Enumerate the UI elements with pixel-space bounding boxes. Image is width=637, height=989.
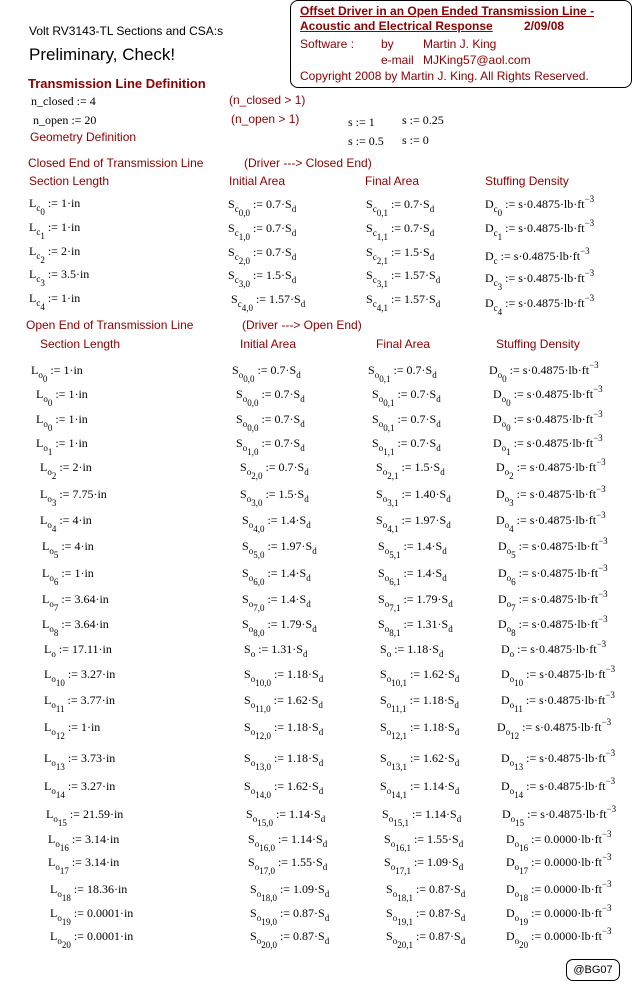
open-row-final: $S_{o_{20,1}}$ := $0.87\cdot S_d$ bbox=[386, 929, 466, 950]
open-row-length: $L_{o_3}$ := 7.75·in bbox=[40, 487, 107, 508]
open-row-stuffing: $D_{o_{18}}$ := $0.0000\cdot lb\cdot ft^{-3}$ bbox=[506, 879, 612, 903]
open-row-length: $L_o$ := 17.11·in bbox=[44, 642, 112, 659]
open-row-initial: $S_{o_{12,0}}$ := $1.18\cdot S_d$ bbox=[244, 720, 324, 741]
tl-definition-heading: Transmission Line Definition bbox=[28, 76, 206, 91]
closed-row-4-final: $S_{c_{4,1}}$ := $1.57\cdot S_d$ bbox=[366, 292, 441, 313]
open-row-length: $L_{o_5}$ := 4·in bbox=[42, 539, 94, 560]
open-row-final: $S_{o_{0,1}}$ := $0.7\cdot S_d$ bbox=[372, 387, 441, 408]
open-row-initial: $S_o$ := $1.31\cdot S_d$ bbox=[244, 642, 308, 659]
open-row-stuffing: $D_{o_6}$ := $s\cdot 0.4875\cdot lb\cdot ft^{-3}$ bbox=[498, 563, 608, 587]
open-row-length: $L_{o_{12}}$ := 1·in bbox=[44, 720, 101, 741]
open-row-final: $S_{o_{5,1}}$ := $1.4\cdot S_d$ bbox=[378, 539, 447, 560]
open-row-length: $L_{o_{10}}$ := 3.27·in bbox=[44, 667, 116, 688]
closed-row-0-length: $L_{c_0}$ := 1·in bbox=[29, 196, 81, 217]
open-row-initial: $S_{o_{1,0}}$ := $0.7\cdot S_d$ bbox=[236, 436, 305, 457]
open-row-initial: $S_{o_{6,0}}$ := $1.4\cdot S_d$ bbox=[242, 566, 311, 587]
closed-row-4-initial: $S_{c_{4,0}}$ := $1.57\cdot S_d$ bbox=[231, 292, 306, 313]
open-row-final: $S_{o_{19,1}}$ := $0.87\cdot S_d$ bbox=[386, 906, 466, 927]
header-title-line2: Acoustic and Electrical Response bbox=[300, 19, 493, 33]
open-row-length: $L_{o_{13}}$ := 3.73·in bbox=[44, 751, 116, 772]
closed-row-2-final: $S_{c_{2,1}}$ := $1.5\cdot S_d$ bbox=[366, 245, 435, 266]
software-label: Software : bbox=[300, 37, 355, 51]
header-date: 2/09/08 bbox=[524, 19, 565, 33]
s-def-3: s := 0.5 bbox=[348, 134, 384, 148]
open-row-final: $S_o$ := $1.18\cdot S_d$ bbox=[380, 642, 444, 659]
open-end-title: Open End of Transmission Line bbox=[26, 318, 194, 332]
open-row-initial: $S_{o_{7,0}}$ := $1.4\cdot S_d$ bbox=[242, 592, 311, 613]
closed-row-2-stuffing: $D_c$ := $s\cdot 0.4875\cdot lb\cdot ft^{-3}$ bbox=[485, 246, 590, 266]
open-row-length: $L_{o_0}$ := 1·in bbox=[36, 387, 88, 408]
open-row-stuffing: $D_{o_0}$ := $s\cdot 0.4875\cdot lb\cdot ft^{-3}$ bbox=[493, 409, 603, 433]
open-row-final: $S_{o_{3,1}}$ := $1.40\cdot S_d$ bbox=[376, 487, 451, 508]
open-row-initial: $S_{o_{0,0}}$ := $0.7\cdot S_d$ bbox=[232, 363, 301, 384]
open-row-initial: $S_{o_{2,0}}$ := $0.7\cdot S_d$ bbox=[240, 460, 309, 481]
open-row-initial: $S_{o_{17,0}}$ := $1.55\cdot S_d$ bbox=[248, 855, 328, 876]
closed-row-4-length: $L_{c_4}$ := 1·in bbox=[29, 291, 81, 312]
open-row-stuffing: $D_{o_{16}}$ := $0.0000\cdot lb\cdot ft^{-3}$ bbox=[506, 829, 612, 853]
open-row-final: $S_{o_{6,1}}$ := $1.4\cdot S_d$ bbox=[378, 566, 447, 587]
open-row-initial: $S_{o_{18,0}}$ := $1.09\cdot S_d$ bbox=[250, 882, 330, 903]
open-row-final: $S_{o_{16,1}}$ := $1.55\cdot S_d$ bbox=[384, 832, 464, 853]
closed-row-0-final: $S_{c_{0,1}}$ := $0.7\cdot S_d$ bbox=[366, 197, 435, 218]
closed-header-length: Section Length bbox=[29, 174, 110, 188]
open-row-length: $L_{o_{14}}$ := 3.27·in bbox=[44, 779, 116, 800]
open-row-final: $S_{o_{10,1}}$ := $1.62\cdot S_d$ bbox=[380, 667, 460, 688]
header-title-line1: Offset Driver in an Open Ended Transmission Line - bbox=[300, 4, 595, 18]
open-row-final: $S_{o_{15,1}}$ := $1.14\cdot S_d$ bbox=[382, 807, 462, 828]
open-row-final: $S_{o_{13,1}}$ := $1.62\cdot S_d$ bbox=[380, 751, 460, 772]
open-row-initial: $S_{o_{0,0}}$ := $0.7\cdot S_d$ bbox=[236, 387, 305, 408]
open-row-initial: $S_{o_{10,0}}$ := $1.18\cdot S_d$ bbox=[244, 667, 324, 688]
open-row-stuffing: $D_{o_7}$ := $s\cdot 0.4875\cdot lb\cdot ft^{-3}$ bbox=[498, 589, 608, 613]
closed-row-0-initial: $S_{c_{0,0}}$ := $0.7\cdot S_d$ bbox=[228, 197, 297, 218]
open-row-initial: $S_{o_{15,0}}$ := $1.14\cdot S_d$ bbox=[246, 807, 326, 828]
open-row-length: $L_{o_4}$ := 4·in bbox=[40, 513, 92, 534]
open-row-length: $L_{o_{17}}$ := 3.14·in bbox=[48, 855, 120, 876]
closed-header-final: Final Area bbox=[365, 174, 420, 188]
open-row-length: $L_{o_0}$ := 1·in bbox=[31, 363, 83, 384]
open-row-final: $S_{o_{1,1}}$ := $0.7\cdot S_d$ bbox=[372, 436, 441, 457]
open-row-length: $L_{o_7}$ := 3.64·in bbox=[42, 592, 109, 613]
open-row-final: $S_{o_{14,1}}$ := $1.14\cdot S_d$ bbox=[380, 779, 460, 800]
open-row-initial: $S_{o_{20,0}}$ := $0.87\cdot S_d$ bbox=[250, 929, 330, 950]
open-row-final: $S_{o_{0,1}}$ := $0.7\cdot S_d$ bbox=[368, 363, 437, 384]
closed-row-3-stuffing: $D_{c_3}$ := $s\cdot 0.4875\cdot lb\cdot ft^{-3}$ bbox=[485, 268, 595, 292]
header-box bbox=[290, 0, 632, 88]
open-row-stuffing: $D_{o_5}$ := $s\cdot 0.4875\cdot lb\cdot ft^{-3}$ bbox=[498, 536, 608, 560]
closed-header-initial: Initial Area bbox=[229, 174, 286, 188]
open-row-stuffing: $D_{o_0}$ := $s\cdot 0.4875\cdot lb\cdot ft^{-3}$ bbox=[493, 384, 603, 408]
open-header-stuffing: Stuffing Density bbox=[496, 337, 580, 351]
closed-row-3-initial: $S_{c_{3,0}}$ := $1.5\cdot S_d$ bbox=[228, 268, 297, 289]
open-row-length: $L_{o_0}$ := 1·in bbox=[36, 412, 88, 433]
open-row-stuffing: $D_{o_3}$ := $s\cdot 0.4875\cdot lb\cdot ft^{-3}$ bbox=[496, 484, 606, 508]
by-label: by bbox=[381, 37, 394, 51]
author-stamp: @BG07 bbox=[566, 959, 620, 981]
closed-row-3-length: $L_{c_3}$ := 3.5·in bbox=[29, 267, 90, 288]
closed-end-direction: (Driver ---> Closed End) bbox=[244, 156, 372, 170]
open-row-initial: $S_{o_{8,0}}$ := $1.79\cdot S_d$ bbox=[242, 617, 317, 638]
open-header-initial: Initial Area bbox=[240, 337, 297, 351]
open-row-final: $S_{o_{7,1}}$ := $1.79\cdot S_d$ bbox=[378, 592, 453, 613]
closed-row-1-length: $L_{c_1}$ := 1·in bbox=[29, 220, 81, 241]
geometry-heading: Geometry Definition bbox=[30, 130, 137, 144]
open-row-stuffing: $D_{o_2}$ := $s\cdot 0.4875\cdot lb\cdot ft^{-3}$ bbox=[496, 457, 606, 481]
closed-row-4-stuffing: $D_{c_4}$ := $s\cdot 0.4875\cdot lb\cdot ft^{-3}$ bbox=[485, 293, 595, 317]
open-row-initial: $S_{o_{19,0}}$ := $0.87\cdot S_d$ bbox=[250, 906, 330, 927]
open-row-length: $L_{o_{20}}$ := 0.0001·in bbox=[50, 929, 134, 950]
subtitle: Preliminary, Check! bbox=[29, 45, 176, 64]
open-row-length: $L_{o_{11}}$ := 3.77·in bbox=[44, 693, 115, 714]
open-row-final: $S_{o_{2,1}}$ := $1.5\cdot S_d$ bbox=[376, 460, 445, 481]
open-row-stuffing: $D_{o_{10}}$ := $s\cdot 0.4875\cdot lb\cdot ft^{-3}$ bbox=[501, 664, 616, 688]
s-def-4: s := 0 bbox=[402, 133, 429, 147]
s-def-2: s := 0.25 bbox=[402, 113, 444, 127]
closed-row-2-length: $L_{c_2}$ := 2·in bbox=[29, 244, 81, 265]
open-row-final: $S_{o_{11,1}}$ := $1.18\cdot S_d$ bbox=[380, 693, 459, 714]
n-open-def: n_open := 20 bbox=[33, 113, 97, 127]
open-row-stuffing: $D_{o_{17}}$ := $0.0000\cdot lb\cdot ft^{-3}$ bbox=[506, 852, 612, 876]
open-row-stuffing: $D_{o_{14}}$ := $s\cdot 0.4875\cdot lb\cdot ft^{-3}$ bbox=[501, 776, 616, 800]
open-row-length: $L_{o_{15}}$ := 21.59·in bbox=[46, 807, 124, 828]
open-row-stuffing: $D_{o_{15}}$ := $s\cdot 0.4875\cdot lb\cdot ft^{-3}$ bbox=[502, 804, 617, 828]
open-row-length: $L_{o_{18}}$ := 18.36·in bbox=[50, 882, 128, 903]
open-row-initial: $S_{o_{11,0}}$ := $1.62\cdot S_d$ bbox=[244, 693, 323, 714]
open-row-final: $S_{o_{0,1}}$ := $0.7\cdot S_d$ bbox=[372, 412, 441, 433]
closed-header-stuffing: Stuffing Density bbox=[485, 174, 569, 188]
open-end-direction: (Driver ---> Open End) bbox=[242, 318, 362, 332]
open-row-length: $L_{o_2}$ := 2·in bbox=[40, 460, 92, 481]
open-row-length: $L_{o_6}$ := 1·in bbox=[42, 566, 94, 587]
closed-end-title: Closed End of Transmission Line bbox=[28, 156, 204, 170]
open-row-stuffing: $D_{o_4}$ := $s\cdot 0.4875\cdot lb\cdot ft^{-3}$ bbox=[496, 510, 606, 534]
open-row-length: $L_{o_8}$ := 3.64·in bbox=[42, 617, 109, 638]
open-row-initial: $S_{o_{0,0}}$ := $0.7\cdot S_d$ bbox=[236, 412, 305, 433]
open-header-final: Final Area bbox=[376, 337, 431, 351]
open-row-stuffing: $D_{o_8}$ := $s\cdot 0.4875\cdot lb\cdot ft^{-3}$ bbox=[498, 614, 608, 638]
email-label: e-mail bbox=[381, 53, 414, 67]
open-row-initial: $S_{o_{4,0}}$ := $1.4\cdot S_d$ bbox=[242, 513, 311, 534]
open-row-final: $S_{o_{4,1}}$ := $1.97\cdot S_d$ bbox=[376, 513, 451, 534]
open-row-stuffing: $D_{o_0}$ := $s\cdot 0.4875\cdot lb\cdot ft^{-3}$ bbox=[489, 360, 599, 384]
open-row-stuffing: $D_{o_{12}}$ := $s\cdot 0.4875\cdot lb\cdot ft^{-3}$ bbox=[497, 717, 612, 741]
doc-title: Volt RV3143-TL Sections and CSA:s bbox=[29, 24, 224, 38]
open-row-stuffing: $D_{o_{13}}$ := $s\cdot 0.4875\cdot lb\cdot ft^{-3}$ bbox=[501, 748, 616, 772]
closed-row-0-stuffing: $D_{c_0}$ := $s\cdot 0.4875\cdot lb\cdot ft^{-3}$ bbox=[485, 194, 595, 218]
open-row-final: $S_{o_{12,1}}$ := $1.18\cdot S_d$ bbox=[380, 720, 460, 741]
s-def-1: s := 1 bbox=[348, 115, 375, 129]
open-row-stuffing: $D_{o_{20}}$ := $0.0000\cdot lb\cdot ft^{-3}$ bbox=[506, 926, 612, 950]
open-row-stuffing: $D_{o_{19}}$ := $0.0000\cdot lb\cdot ft^{-3}$ bbox=[506, 903, 612, 927]
closed-row-3-final: $S_{c_{3,1}}$ := $1.57\cdot S_d$ bbox=[366, 268, 441, 289]
n-open-condition: (n_open > 1) bbox=[231, 112, 300, 126]
open-row-stuffing: $D_{o_1}$ := $s\cdot 0.4875\cdot lb\cdot ft^{-3}$ bbox=[493, 433, 603, 457]
open-row-stuffing: $D_{o_{11}}$ := $s\cdot 0.4875\cdot lb\cdot ft^{-3}$ bbox=[501, 690, 615, 714]
open-row-initial: $S_{o_{14,0}}$ := $1.62\cdot S_d$ bbox=[244, 779, 324, 800]
open-row-initial: $S_{o_{16,0}}$ := $1.14\cdot S_d$ bbox=[248, 832, 328, 853]
closed-row-1-stuffing: $D_{c_1}$ := $s\cdot 0.4875\cdot lb\cdot ft^{-3}$ bbox=[485, 218, 595, 242]
open-row-stuffing: $D_o$ := $s\cdot 0.4875\cdot lb\cdot ft^{-3}$ bbox=[501, 639, 607, 659]
open-row-initial: $S_{o_{3,0}}$ := $1.5\cdot S_d$ bbox=[240, 487, 309, 508]
open-row-final: $S_{o_{8,1}}$ := $1.31\cdot S_d$ bbox=[378, 617, 453, 638]
open-row-final: $S_{o_{17,1}}$ := $1.09\cdot S_d$ bbox=[384, 855, 464, 876]
n-closed-condition: (n_closed > 1) bbox=[229, 93, 306, 107]
author-name: Martin J. King bbox=[423, 37, 497, 51]
open-row-final: $S_{o_{18,1}}$ := $0.87\cdot S_d$ bbox=[386, 882, 466, 903]
open-row-length: $L_{o_1}$ := 1·in bbox=[36, 436, 88, 457]
copyright: Copyright 2008 by Martin J. King. All Rights Reserved. bbox=[300, 69, 589, 83]
open-row-initial: $S_{o_{13,0}}$ := $1.18\cdot S_d$ bbox=[244, 751, 324, 772]
open-header-length: Section Length bbox=[40, 337, 121, 351]
open-row-length: $L_{o_{16}}$ := 3.14·in bbox=[48, 832, 120, 853]
n-closed-def: n_closed := 4 bbox=[31, 94, 96, 108]
closed-row-2-initial: $S_{c_{2,0}}$ := $0.7\cdot S_d$ bbox=[228, 245, 297, 266]
open-row-initial: $S_{o_{5,0}}$ := $1.97\cdot S_d$ bbox=[242, 539, 317, 560]
email-address: MJKing57@aol.com bbox=[423, 53, 531, 67]
open-row-length: $L_{o_{19}}$ := 0.0001·in bbox=[50, 906, 134, 927]
closed-row-1-initial: $S_{c_{1,0}}$ := $0.7\cdot S_d$ bbox=[228, 221, 297, 242]
closed-row-1-final: $S_{c_{1,1}}$ := $0.7\cdot S_d$ bbox=[366, 221, 435, 242]
